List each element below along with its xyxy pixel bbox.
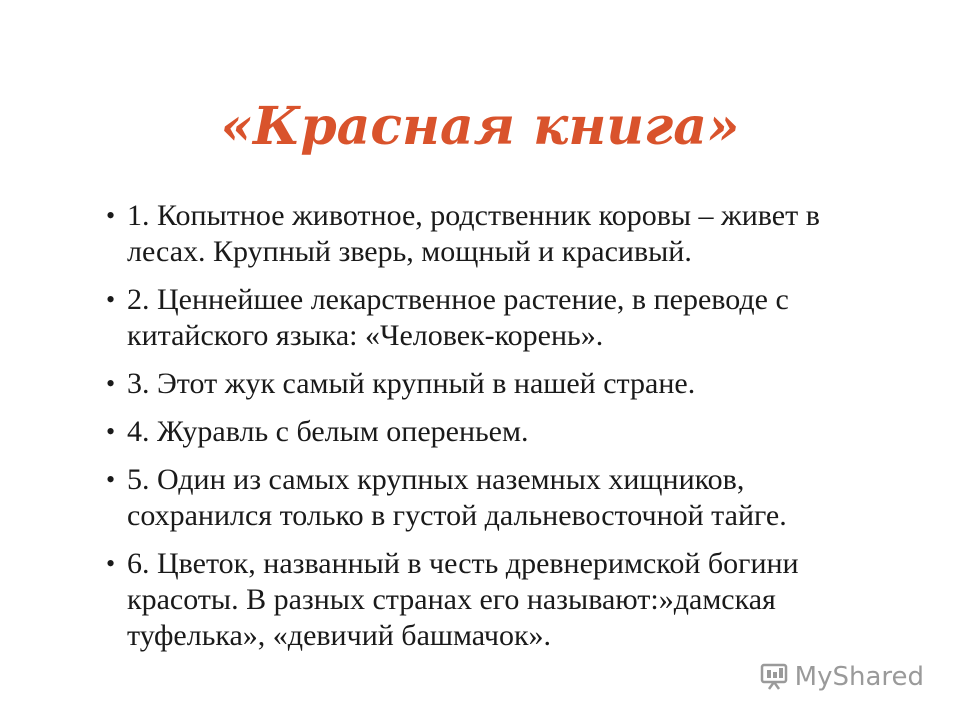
bullet-icon: •: [106, 285, 116, 314]
list-item: [106, 282, 880, 354]
list-item: [106, 546, 880, 654]
list-item-text: 5. Один из самых крупных наземных хищников, сохранился только в густой дальневосточной тайге.: [127, 463, 787, 532]
bullet-icon: •: [106, 369, 116, 398]
list-item-text: 1. Копытное животное, родственник коровы – живет в лесах. Крупный зверь, мощный и красивый.: [127, 199, 820, 268]
watermark-label: MyShared: [794, 662, 924, 692]
list-item-text: 2. Ценнейшее лекарственное растение, в переводе с китайского языка: «Человек-корень».: [127, 283, 789, 352]
list-item: [106, 462, 880, 534]
presentation-logo-icon: [759, 663, 789, 691]
list-item: [106, 366, 880, 402]
bullet-list: [106, 198, 880, 666]
bullet-icon: •: [106, 417, 116, 446]
bullet-icon: •: [106, 201, 116, 230]
list-item-text: 4. Журавль с белым опереньем.: [127, 415, 529, 448]
bullet-icon: •: [106, 465, 116, 494]
list-item: [106, 198, 880, 270]
list-item-text: 6. Цветок, названный в честь древнеримской богини красоты. В разных странах его называют:»дамская туфелька», «девичий башмачок».: [127, 547, 799, 652]
bullet-icon: •: [106, 549, 116, 578]
slide-title: «Красная книга»: [220, 96, 740, 157]
list-item: [106, 414, 880, 450]
list-item-text: 3. Этот жук самый крупный в нашей стране.: [127, 367, 696, 400]
watermark: [759, 662, 924, 692]
